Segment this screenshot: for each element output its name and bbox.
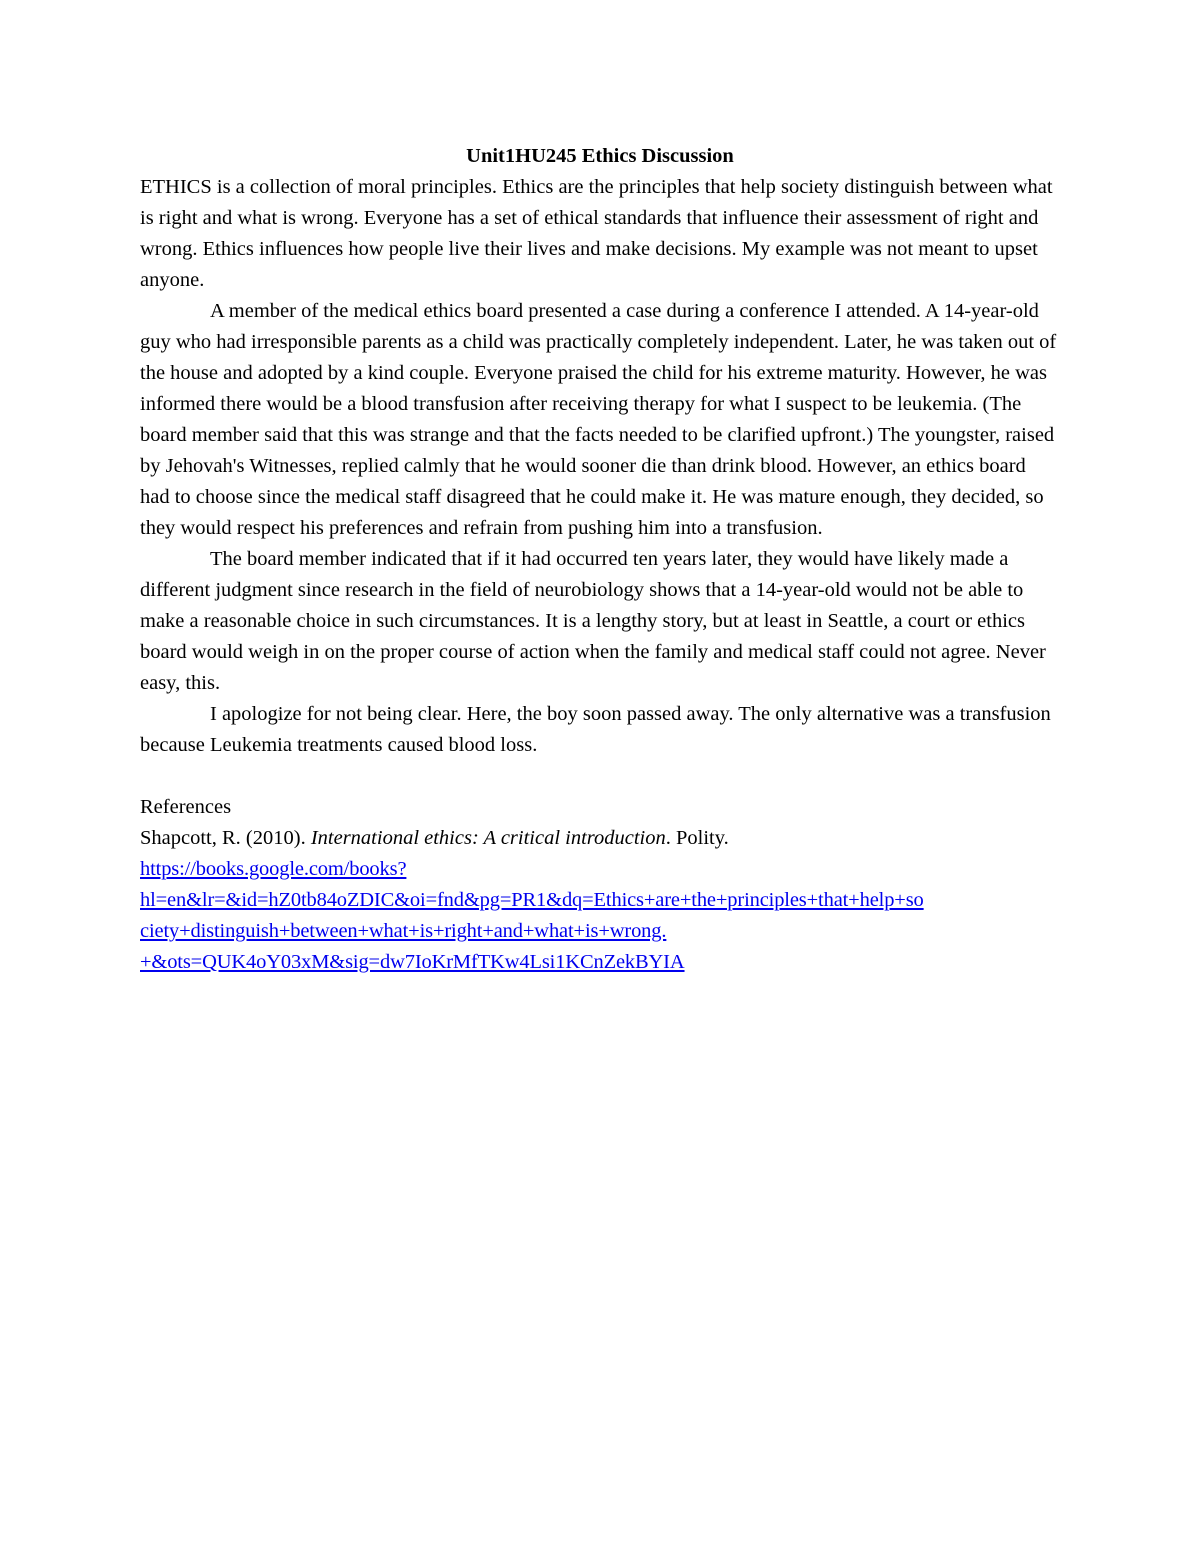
reference-author: Shapcott, R. (2010). [140, 827, 311, 849]
section-spacer [140, 761, 1060, 792]
reference-link[interactable] [140, 854, 1060, 978]
reference-link-line[interactable]: +&ots=QUK4oY03xM&sig=dw7IoKrMfTKw4Lsi1KCnZekBYIA [140, 951, 685, 973]
document-body [140, 140, 1060, 978]
reference-link-line[interactable]: hl=en&lr=&id=hZ0tb84oZDIC&oi=fnd&pg=PR1&dq=Ethics+are+the+principles+that+help+so [140, 889, 924, 911]
paragraph-board-member: The board member indicated that if it had occurred ten years later, they would have likely made a different judgment since research in the field of neurobiology shows that a 14-year-old would not be able to make a reasonable choice in such circumstances. It is a lengthy story, but at least in Seattle, a court or ethics board would weigh in on the proper course of action when the family and medical staff could not agree. Never easy, this. [140, 548, 1046, 694]
reference-link-line[interactable]: https://books.google.com/books? [140, 858, 407, 880]
paragraph-intro: ETHICS is a collection of moral principles. Ethics are the principles that help society distinguish between what is right and what is wrong. Everyone has a set of ethical standards that influence their assessment of right and wrong. Ethics influences how people live their lives and make decisions. My example was not meant to upset anyone. [140, 176, 1053, 291]
document-title: Unit1HU245 Ethics Discussion [466, 145, 734, 167]
reference-entry [140, 823, 1060, 854]
paragraph-case: A member of the medical ethics board presented a case during a conference I attended. A 14-year-old guy who had irresponsible parents as a child was practically completely independent. Later, he was taken out of the house and adopted by a kind couple. Everyone praised the child for his extreme maturity. However, he was informed there would be a blood transfusion after receiving therapy for what I suspect to be leukemia. (The board member said that this was strange and that the facts needed to be clarified upfront.) The youngster, raised by Jehovah's Witnesses, replied calmly that he would sooner die than drink blood. However, an ethics board had to choose since the medical staff disagreed that he could make it. He was mature enough, they decided, so they would respect his preferences and refrain from pushing him into a transfusion. [140, 300, 1057, 539]
reference-link-line[interactable]: ciety+distinguish+between+what+is+right+and+what+is+wrong. [140, 920, 667, 942]
paragraph-apology: I apologize for not being clear. Here, the boy soon passed away. The only alternative was a transfusion because Leukemia treatments caused blood loss. [140, 703, 1051, 756]
references-heading: References [140, 796, 232, 818]
reference-title: International ethics: A critical introduction [310, 827, 666, 849]
reference-publisher: . Polity. [665, 827, 729, 849]
